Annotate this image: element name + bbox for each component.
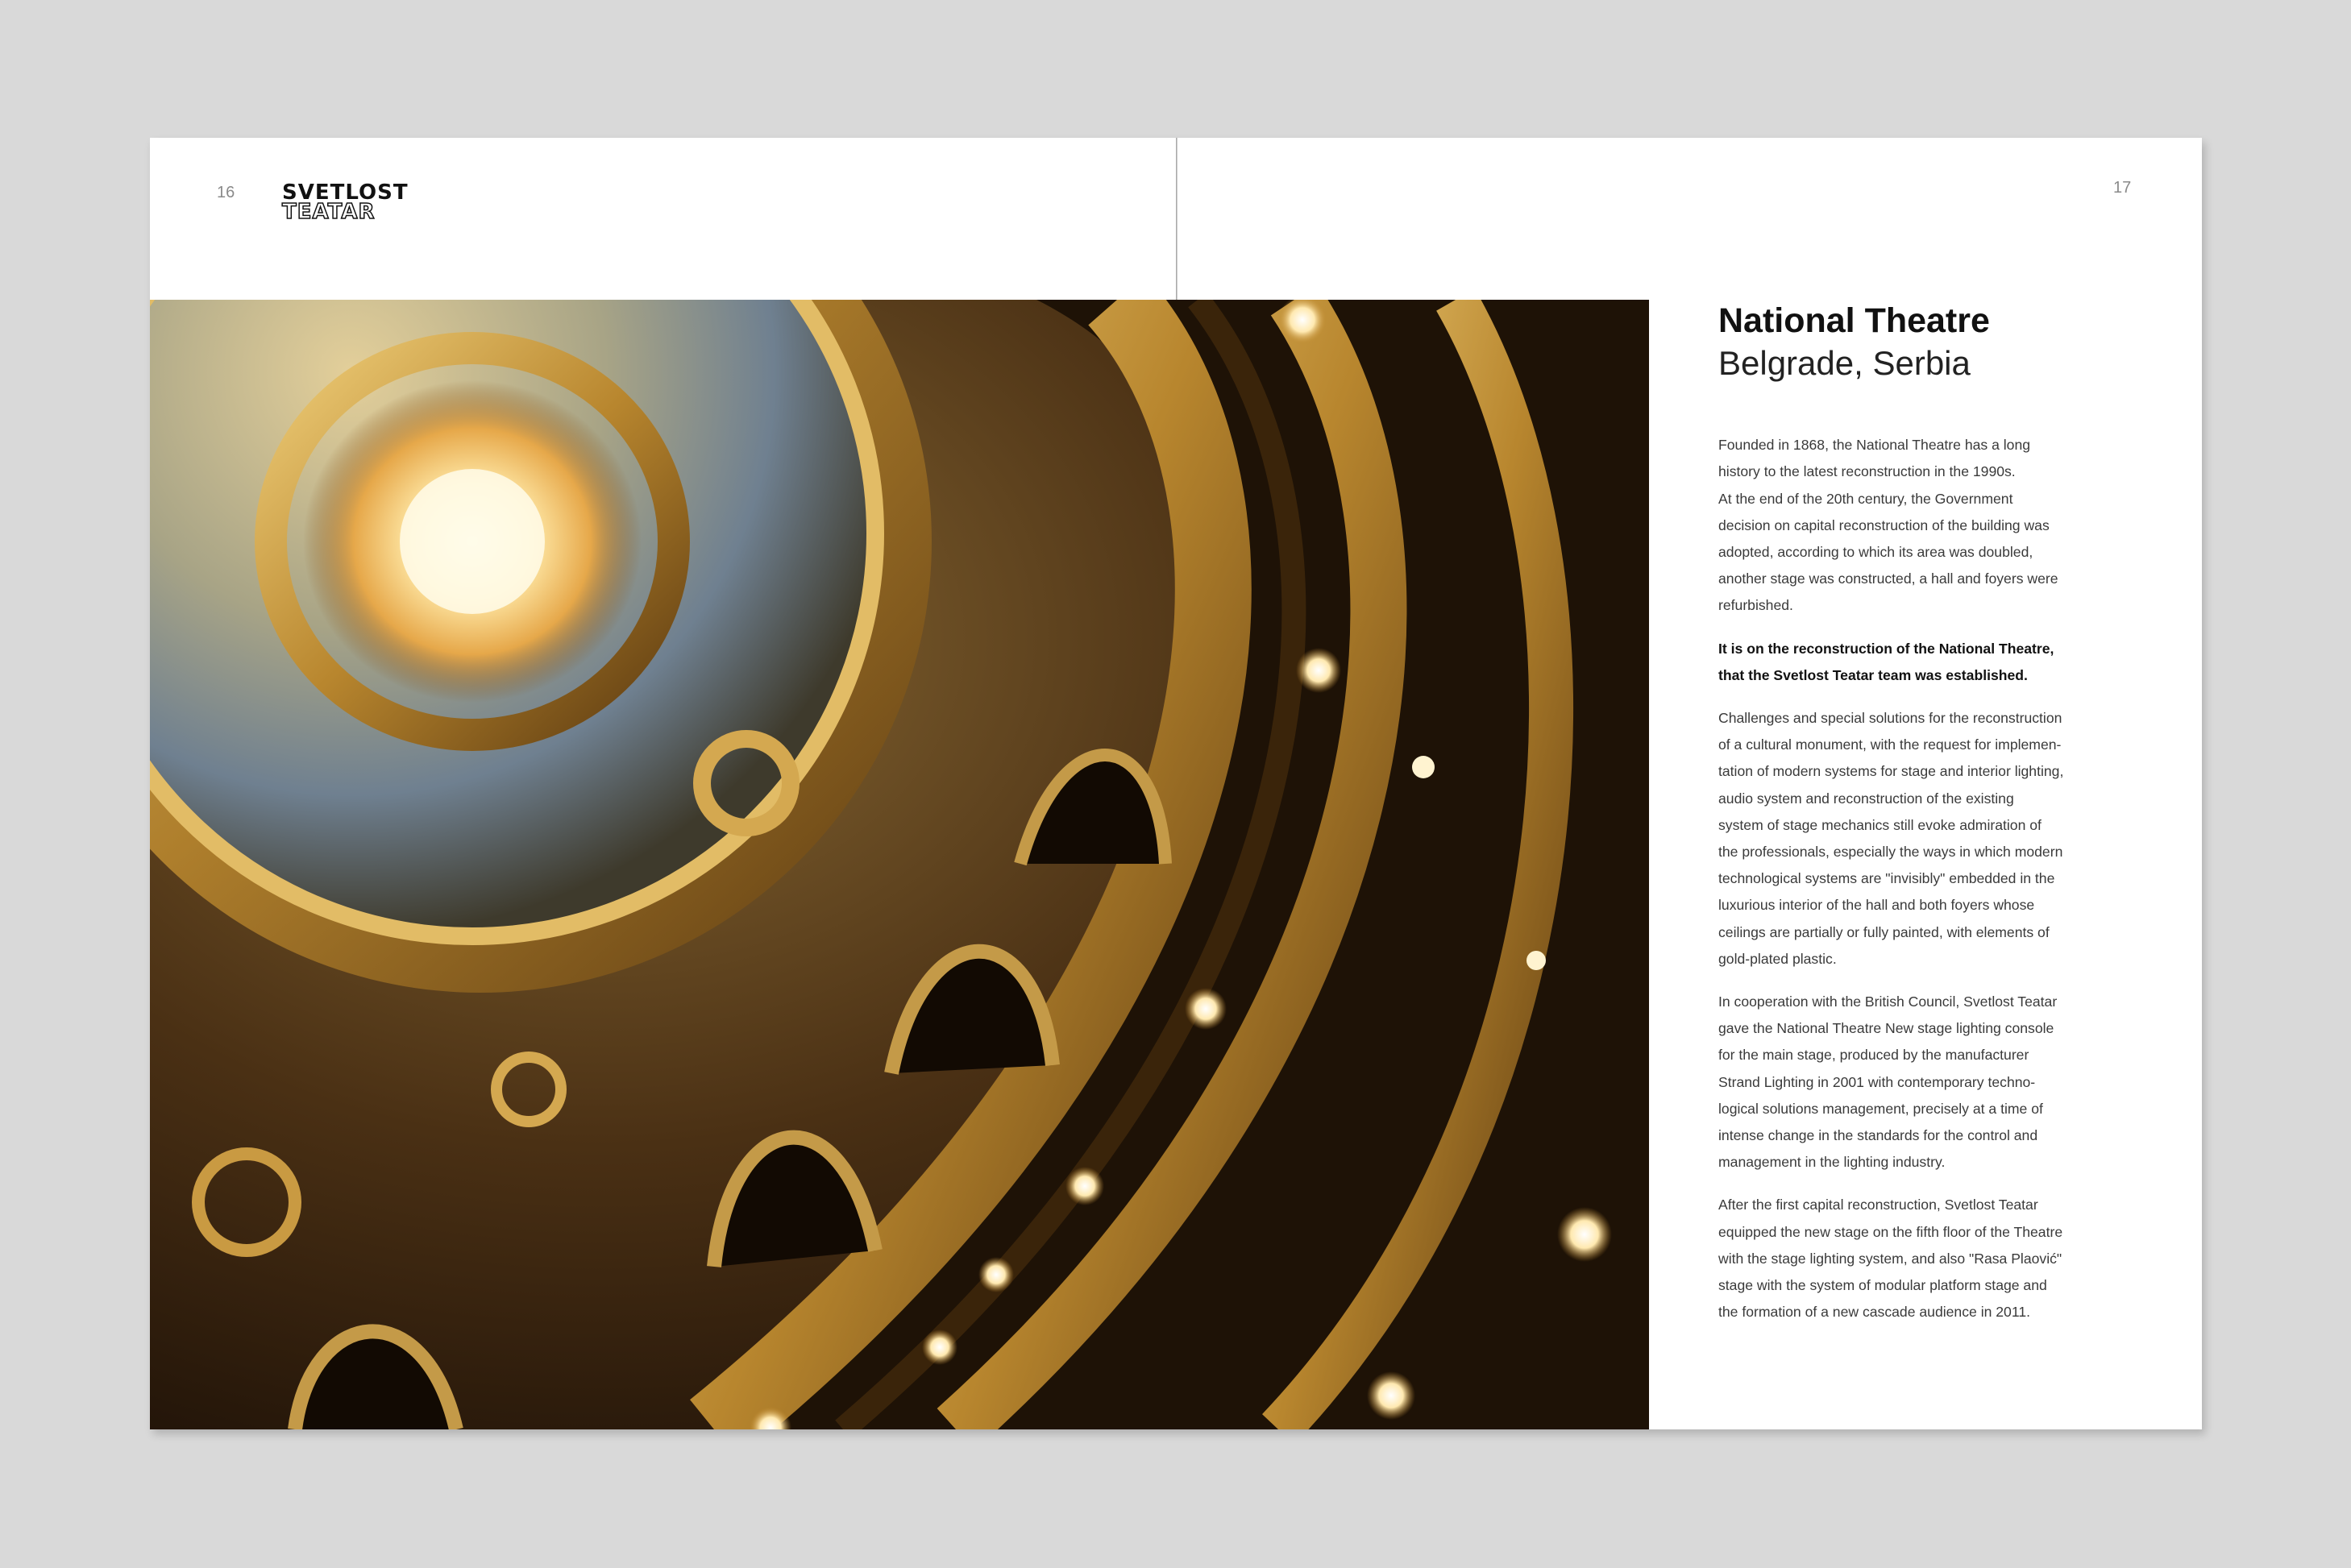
theatre-interior-photo — [150, 300, 1649, 1429]
article-title: National Theatre — [1718, 301, 1990, 340]
article-column — [1718, 300, 2113, 1342]
paragraph-new-stage: After the first capital reconstruction, Svetlost Teatar equipped the new stage on the fifth floor of the Theatre with the stage lighting system, and also "Rasa Plaović" stage with the system of modular platform stage and the formation of a new cascade audience in 2011. — [1718, 1197, 2063, 1321]
svetlost-teatar-logo — [282, 182, 409, 222]
paragraph-highlight: It is on the reconstruction of the National Theatre, that the Svetlost Teatar team was established. — [1718, 640, 2054, 683]
paragraph-challenges: Challenges and special solutions for the reconstruction of a cultural monument, with the request for implemen- tation of modern systems for stage and interior lighting, audio system and reconstruction of the existing system of stage mechanics still evoke admiration of the professionals, especially the ways in which modern technological systems are "invisibly" embedded in the luxurious interior of the hall and both foyers whose ceilings are partially or fully painted, with elements of gold-plated plastic. — [1718, 709, 2064, 967]
logo-bottom-text: TEATAR — [282, 200, 376, 224]
left-page-number: 16 — [217, 184, 235, 201]
article-subtitle: Belgrade, Serbia — [1718, 343, 1971, 382]
page-gutter — [1176, 138, 1178, 300]
right-page-number: 17 — [2113, 179, 2132, 197]
paragraph-cooperation: In cooperation with the British Council, Svetlost Teatar gave the National Theatre New stage lighting console for the main stage, produced by the manufacturer Strand Lighting in 2001 with contemporary techno- logical solutions management, precisely at a time of intense change in the standards for the control and management in the lighting industry. — [1718, 993, 2058, 1171]
brochure-spread — [150, 138, 2202, 1429]
paragraph-history: Founded in 1868, the National Theatre has a long history to the latest reconstruction in the 1990s. At the end of the 20th century, the Government decision on capital reconstruction of the building was adopted, according to which its area was doubled, another stage was constructed, a hall and foyers were refurbished. — [1718, 437, 2058, 614]
logo-top-text: SVETLOST — [282, 180, 409, 205]
